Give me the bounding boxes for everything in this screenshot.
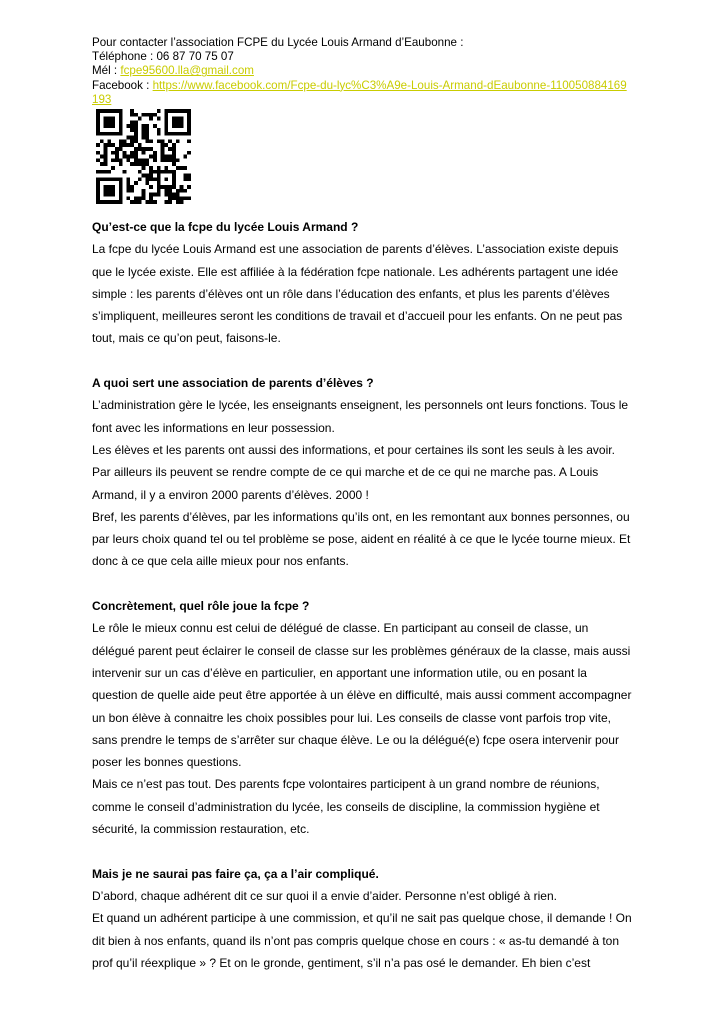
contact-block bbox=[92, 36, 632, 107]
mail-link[interactable]: fcpe95600.lla@gmail.com bbox=[120, 64, 254, 78]
section-spacer bbox=[92, 350, 632, 372]
section-spacer bbox=[92, 573, 632, 595]
section-paragraph: Et quand un adhérent participe à une commission, et qu’il ne sait pas quelque chose, il demande ! On dit bien à nos enfants, quand ils n’ont pas compris quelque chose en cours : « as-tu demandé à ton prof qu’il réexplique » ? Et on le gronde, gentiment, s’il n’a pas osé le demander. Eh bien c’est bbox=[92, 911, 632, 970]
section-paragraph: Le rôle le mieux connu est celui de délégué de classe. En participant au conseil de classe, un délégué parent peut éclairer le conseil de classe sur les problèmes généraux de la classe, mais aussi intervenir sur un cas d’élève en particulier, en apportant une information utile, ou en posant la question de quelle aide peut être apportée à un élève en difficulté, mais aussi comment accompagner un bon élève à connaitre les choix possibles pour lui. Les conseils de classe vont parfois trop vite, sans prendre le temps de s’arrêter sur chaque élève. Le ou la délégué(e) fcpe osera intervenir pour poser les bonnes questions. bbox=[92, 621, 632, 770]
section-heading: A quoi sert une association de parents d’élèves ? bbox=[92, 376, 374, 391]
article-content bbox=[92, 216, 632, 974]
qr-code-image bbox=[96, 109, 191, 204]
section-paragraph: L’administration gère le lycée, les enseignants enseignent, les personnels ont leurs fonctions. Tous le font avec les informations en leur possession. bbox=[92, 398, 629, 435]
mail-label: Mél : bbox=[92, 64, 121, 78]
section-heading: Mais je ne saurai pas faire ça, ça a l’air compliqué. bbox=[92, 866, 379, 881]
facebook-label: Facebook : bbox=[92, 78, 153, 92]
section-paragraph: La fcpe du lycée Louis Armand est une association de parents d’élèves. L’association existe depuis que le lycée existe. Elle est affiliée à la fédération fcpe nationale. Les adhérents partagent une idée simple : les parents d’élèves ont un rôle dans l’éducation des enfants, et plus les parents d’élèves s’impliquent, meilleures seront les conditions de travail et d’accueil pour les enfants. On ne peut pas tout, mais ce qu’on peut, faisons-le. bbox=[92, 242, 623, 346]
section-paragraph: Mais ce n’est pas tout. Des parents fcpe volontaires participent à un grand nombre de réunions, comme le conseil d’administration du lycée, les conseils de discipline, la commission hygiène et sécurité, la commission restauration, etc. bbox=[92, 777, 600, 837]
contact-intro: Pour contacter l’association FCPE du Lycée Louis Armand d’Eaubonne : bbox=[92, 36, 464, 49]
contact-facebook bbox=[92, 79, 632, 107]
section-heading: Qu’est-ce que la fcpe du lycée Louis Armand ? bbox=[92, 220, 359, 234]
section-heading: Concrètement, quel rôle joue la fcpe ? bbox=[92, 599, 310, 614]
section-paragraph: Les élèves et les parents ont aussi des informations, et pour certaines ils sont les seuls à les avoir. Par ailleurs ils peuvent se rendre compte de ce qui marche et de ce qui ne marche pas. A Louis Armand, il y a environ 2000 parents d’élèves. 2000 ! bbox=[92, 442, 615, 502]
section-spacer bbox=[92, 840, 632, 862]
contact-mail bbox=[92, 64, 632, 78]
section-paragraph: Bref, les parents d’élèves, par les informations qu’ils ont, en les remontant aux bonnes personnes, ou par leurs choix quand tel ou tel problème se pose, aident en réalité à ce que le lycée tourne mieux. Et donc à ce que cela aille mieux pour nos enfants. bbox=[92, 509, 631, 569]
facebook-link[interactable]: https://www.facebook.com/Fcpe-du-lyc%C3%A9e-Louis-Armand-dEaubonne-110050884169193 bbox=[92, 78, 627, 106]
contact-phone: Téléphone : 06 87 70 75 07 bbox=[92, 50, 234, 64]
section-paragraph: D’abord, chaque adhérent dit ce sur quoi il a envie d’aider. Personne n’est obligé à rien. bbox=[92, 888, 557, 903]
